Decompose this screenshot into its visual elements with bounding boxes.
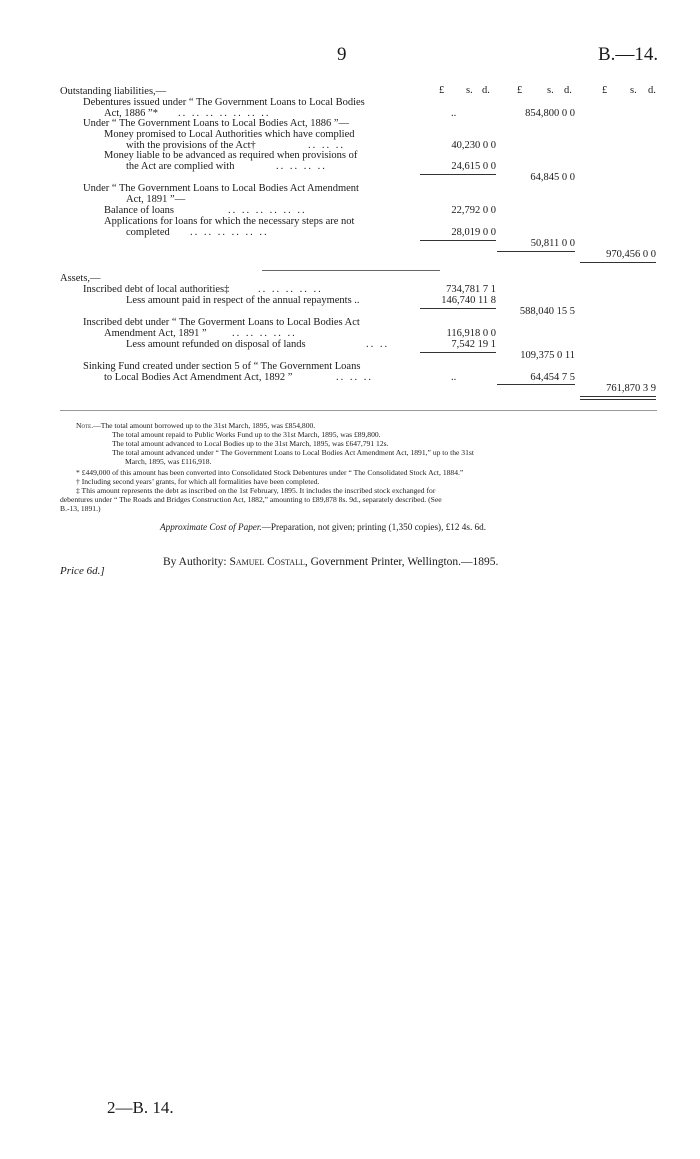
debentures-col1-leader: .. xyxy=(451,108,457,119)
signature-mark: 2—B. 14. xyxy=(107,1098,174,1117)
sinking-fund-amount: 64,454 7 5 xyxy=(530,372,575,383)
assets-amend-net: 109,375 0 11 xyxy=(520,350,575,361)
col3-pence-head: d. xyxy=(648,85,656,96)
assets-amend-amount: 116,918 0 0 xyxy=(446,328,496,339)
inscribed-label: Inscribed debt of local authorities‡ xyxy=(83,284,230,295)
amend-rule xyxy=(420,240,496,241)
less-repayments-amount: 146,740 11 8 xyxy=(441,295,496,306)
assets-total-rule-2 xyxy=(580,399,656,400)
imprint-printer: Samuel Costall xyxy=(229,556,305,568)
act1886-heading: Under “ The Government Loans to Local Bodies Act, 1886 ”— xyxy=(83,118,350,129)
liabilities-total: 970,456 0 0 xyxy=(606,249,656,260)
assets-amend-line1: Inscribed debt under “ The Goverment Loans to Local Bodies Act xyxy=(83,317,360,328)
footnote-double-dagger-1: ‡ This amount represents the debt as inscribed on the 1st February, 1895. It includes the inscribed stock exchanged for xyxy=(76,486,436,495)
assets-heading: Assets,— xyxy=(60,273,101,284)
balance-amount: 22,792 0 0 xyxy=(451,205,496,216)
liabilities-heading: Outstanding liabilities,— xyxy=(60,86,167,97)
col1-pounds-head: £ xyxy=(439,85,445,96)
liabilities-col2-rule xyxy=(497,251,575,252)
debentures-amount: 854,800 0 0 xyxy=(525,108,575,119)
note-label: Note. xyxy=(76,421,94,430)
col1-pence-head: d. xyxy=(482,85,490,96)
balance-label: Balance of loans xyxy=(104,205,174,216)
note-line-1 xyxy=(76,421,315,430)
debentures-label-line1: Debentures issued under “ The Government Loans to Local Bodies xyxy=(83,97,365,108)
liable-leader: .. .. .. .. xyxy=(276,161,327,172)
inscribed-amount: 734,781 7 1 xyxy=(446,284,496,295)
footnote-double-dagger-3: B.-13, 1891.) xyxy=(60,504,101,513)
amend-heading-line1: Under “ The Government Loans to Local Bodies Act Amendment xyxy=(83,183,359,194)
act1886-rule xyxy=(420,174,496,175)
inscribed-rule xyxy=(420,308,496,309)
sinking-col1-leader: .. xyxy=(451,372,457,383)
col1-shillings-head: s. xyxy=(466,85,473,96)
footnote-star: * £449,000 of this amount has been converted into Consolidated Stock Debentures under “ The Consolidated Stock Act, 1884.” xyxy=(76,468,464,477)
col2-pence-head: d. xyxy=(564,85,572,96)
liabilities-total-rule xyxy=(580,262,656,263)
assets-total-rule-1 xyxy=(580,396,656,397)
notes-divider xyxy=(60,410,657,411)
imprint-suffix: , Government Printer, Wellington.—1895. xyxy=(304,556,499,568)
applications-label-line1: Applications for loans for which the necessary steps are not xyxy=(104,216,355,227)
sinking-fund-line2: to Local Bodies Act Amendment Act, 1892 ” xyxy=(104,372,293,383)
footnote-double-dagger-2: debentures under “ The Roads and Bridges Construction Act, 1882,” amounting to £89,878 8s. 9d., separately described. (See xyxy=(60,495,442,504)
document-reference: B.—14. xyxy=(598,44,659,65)
refund-leader: .. .. xyxy=(366,339,390,350)
col3-pounds-head: £ xyxy=(602,85,608,96)
col3-shillings-head: s. xyxy=(630,85,637,96)
note-line-3: The total amount advanced to Local Bodies up to the 31st March, 1895, was £647,791 12s. xyxy=(112,439,389,448)
inscribed-leader: .. .. .. .. .. xyxy=(258,284,323,295)
promised-label-line1: Money promised to Local Authorities which have complied xyxy=(104,129,355,140)
assets-amend-line2: Amendment Act, 1891 ” xyxy=(104,328,207,339)
debentures-label-line2: Act, 1886 ”* xyxy=(104,108,158,119)
applications-leader: .. .. .. .. .. .. xyxy=(190,227,269,238)
applications-amount: 28,019 0 0 xyxy=(451,227,496,238)
act1886-subtotal: 64,845 0 0 xyxy=(530,172,575,183)
imprint-line xyxy=(163,556,498,568)
promised-label-line2: with the provisions of the Act† xyxy=(126,140,256,151)
liable-label-line2: the Act are complied with xyxy=(126,161,235,172)
assets-amend-leader: .. .. .. .. .. xyxy=(232,328,297,339)
assets-col2-rule xyxy=(497,384,575,385)
promised-amount: 40,230 0 0 xyxy=(451,140,496,151)
less-repayments-label: Less amount paid in respect of the annual repayments .. xyxy=(126,295,360,306)
sinking-fund-leader: .. .. .. xyxy=(336,372,373,383)
page-number: 9 xyxy=(337,44,347,65)
applications-label-line2: completed xyxy=(126,227,170,238)
debentures-leader: .. .. .. .. .. .. .. xyxy=(178,108,271,119)
refund-rule xyxy=(420,352,496,353)
sinking-fund-line1: Sinking Fund created under section 5 of “ The Government Loans xyxy=(83,361,361,372)
amend-subtotal: 50,811 0 0 xyxy=(530,238,575,249)
cost-label: Approximate Cost of Paper. xyxy=(160,522,262,532)
footnote-dagger: † Including second years’ grants, for which all formalities have been completed. xyxy=(76,477,320,486)
note-text-1: —The total amount borrowed up to the 31st March, 1895, was £854,800. xyxy=(93,421,316,430)
section-divider xyxy=(262,270,440,271)
balance-leader: .. .. .. .. .. .. xyxy=(228,205,307,216)
price: Price 6d.] xyxy=(60,565,105,577)
promised-leader: .. .. .. xyxy=(308,140,345,151)
refund-label: Less amount refunded on disposal of lands xyxy=(126,339,306,350)
note-line-2: The total amount repaid to Public Works Fund up to the 31st March, 1895, was £89,800. xyxy=(112,430,381,439)
cost-line xyxy=(160,522,486,532)
note-line-4b: March, 1895, was £116,918. xyxy=(125,457,212,466)
liable-label-line1: Money liable to be advanced as required when provisions of xyxy=(104,150,358,161)
imprint-prefix: By Authority: xyxy=(163,556,227,568)
assets-total: 761,870 3 9 xyxy=(606,383,656,394)
amend-heading-line2: Act, 1891 ”— xyxy=(126,194,186,205)
cost-text: —Preparation, not given; printing (1,350 copies), £12 4s. 6d. xyxy=(261,522,487,532)
note-line-4a: The total amount advanced under “ The Government Loans to Local Bodies Act Amendment Act, 1891,” up to the 31st xyxy=(112,448,474,457)
col2-pounds-head: £ xyxy=(517,85,523,96)
col2-shillings-head: s. xyxy=(547,85,554,96)
refund-amount: 7,542 19 1 xyxy=(451,339,496,350)
liable-amount: 24,615 0 0 xyxy=(451,161,496,172)
inscribed-net: 588,040 15 5 xyxy=(519,306,575,317)
